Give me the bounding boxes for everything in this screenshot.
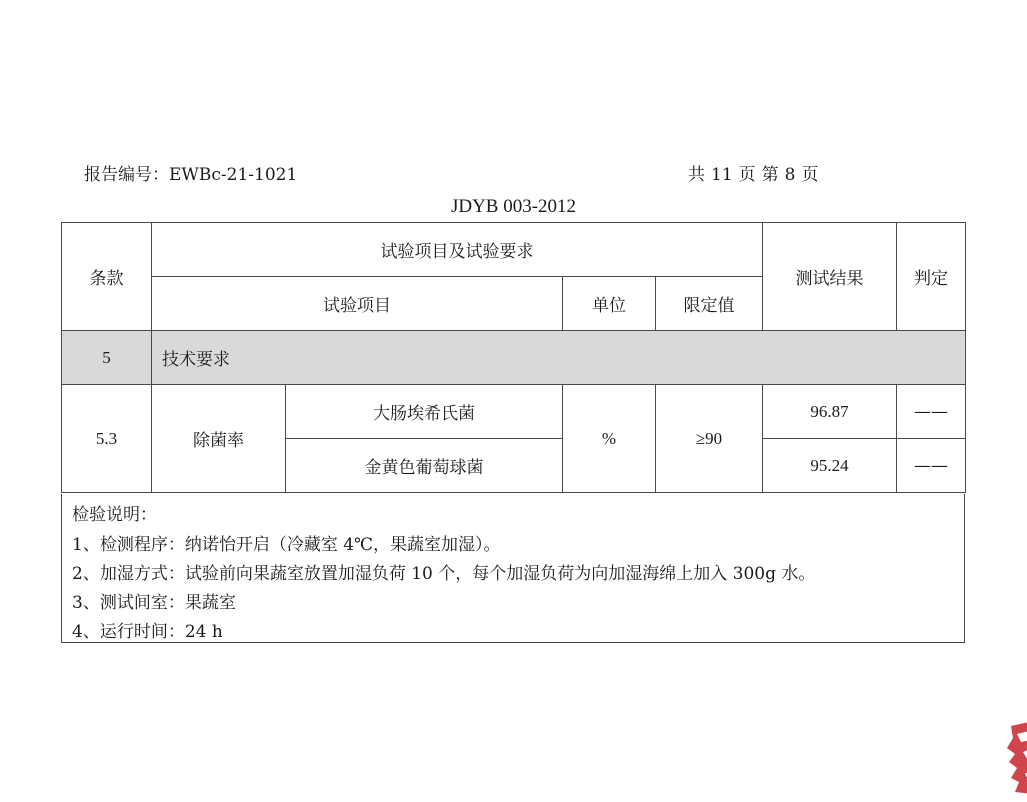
clause-header: 条款 [62, 223, 152, 331]
section-title: 技术要求 [152, 331, 966, 385]
result-header: 测试结果 [763, 223, 897, 331]
test-items-requirements-header: 试验项目及试验要求 [152, 223, 763, 277]
page-indicator [688, 160, 824, 185]
red-stamp-mark [1003, 722, 1027, 794]
row-limit: ≥90 [656, 385, 763, 493]
page-info-current-suffix: 页 [801, 165, 819, 185]
note-line: 3、测试间室：果蔬室 [72, 593, 236, 613]
standard-title: JDYB 003-2012 [450, 196, 577, 217]
notes-title: 检验说明： [72, 505, 157, 525]
inspection-notes [61, 494, 965, 643]
page-info-current-prefix: 第 [761, 165, 779, 185]
page-info-total-suffix: 页 [738, 165, 756, 185]
report-number: 报告编号：EWBc-21-1021 [84, 165, 298, 185]
note-line: 2、加湿方式：试验前向果蔬室放置加湿负荷 10 个，每个加湿负荷为向加湿海绵上加入 300g 水。 [72, 564, 816, 584]
unit-header: 单位 [563, 277, 656, 331]
page-info-current: 8 [784, 165, 796, 185]
row-unit: % [563, 385, 656, 493]
row-item: 除菌率 [152, 385, 286, 493]
note-line: 1、检测程序：纳诺怡开启（冷藏室 4℃，果蔬室加湿）。 [72, 535, 501, 555]
test-results-table [61, 222, 966, 493]
header-row [62, 223, 966, 277]
sub-item-name: 金黄色葡萄球菌 [286, 439, 563, 493]
sub-item-result: 95.24 [763, 439, 897, 493]
sub-item-judgement: —— [897, 385, 966, 439]
test-item-header: 试验项目 [152, 277, 563, 331]
sub-item-judgement: —— [897, 439, 966, 493]
page-info-total: 11 [711, 165, 733, 185]
section-row [62, 331, 966, 385]
section-clause: 5 [62, 331, 152, 385]
note-line: 4、运行时间：24 h [72, 622, 223, 642]
row-clause: 5.3 [62, 385, 152, 493]
sub-item-result: 96.87 [763, 385, 897, 439]
page-info-total-prefix: 共 [688, 165, 705, 185]
table-row [62, 385, 966, 439]
limit-header: 限定值 [656, 277, 763, 331]
sub-item-name: 大肠埃希氏菌 [286, 385, 563, 439]
judgement-header: 判定 [897, 223, 966, 331]
